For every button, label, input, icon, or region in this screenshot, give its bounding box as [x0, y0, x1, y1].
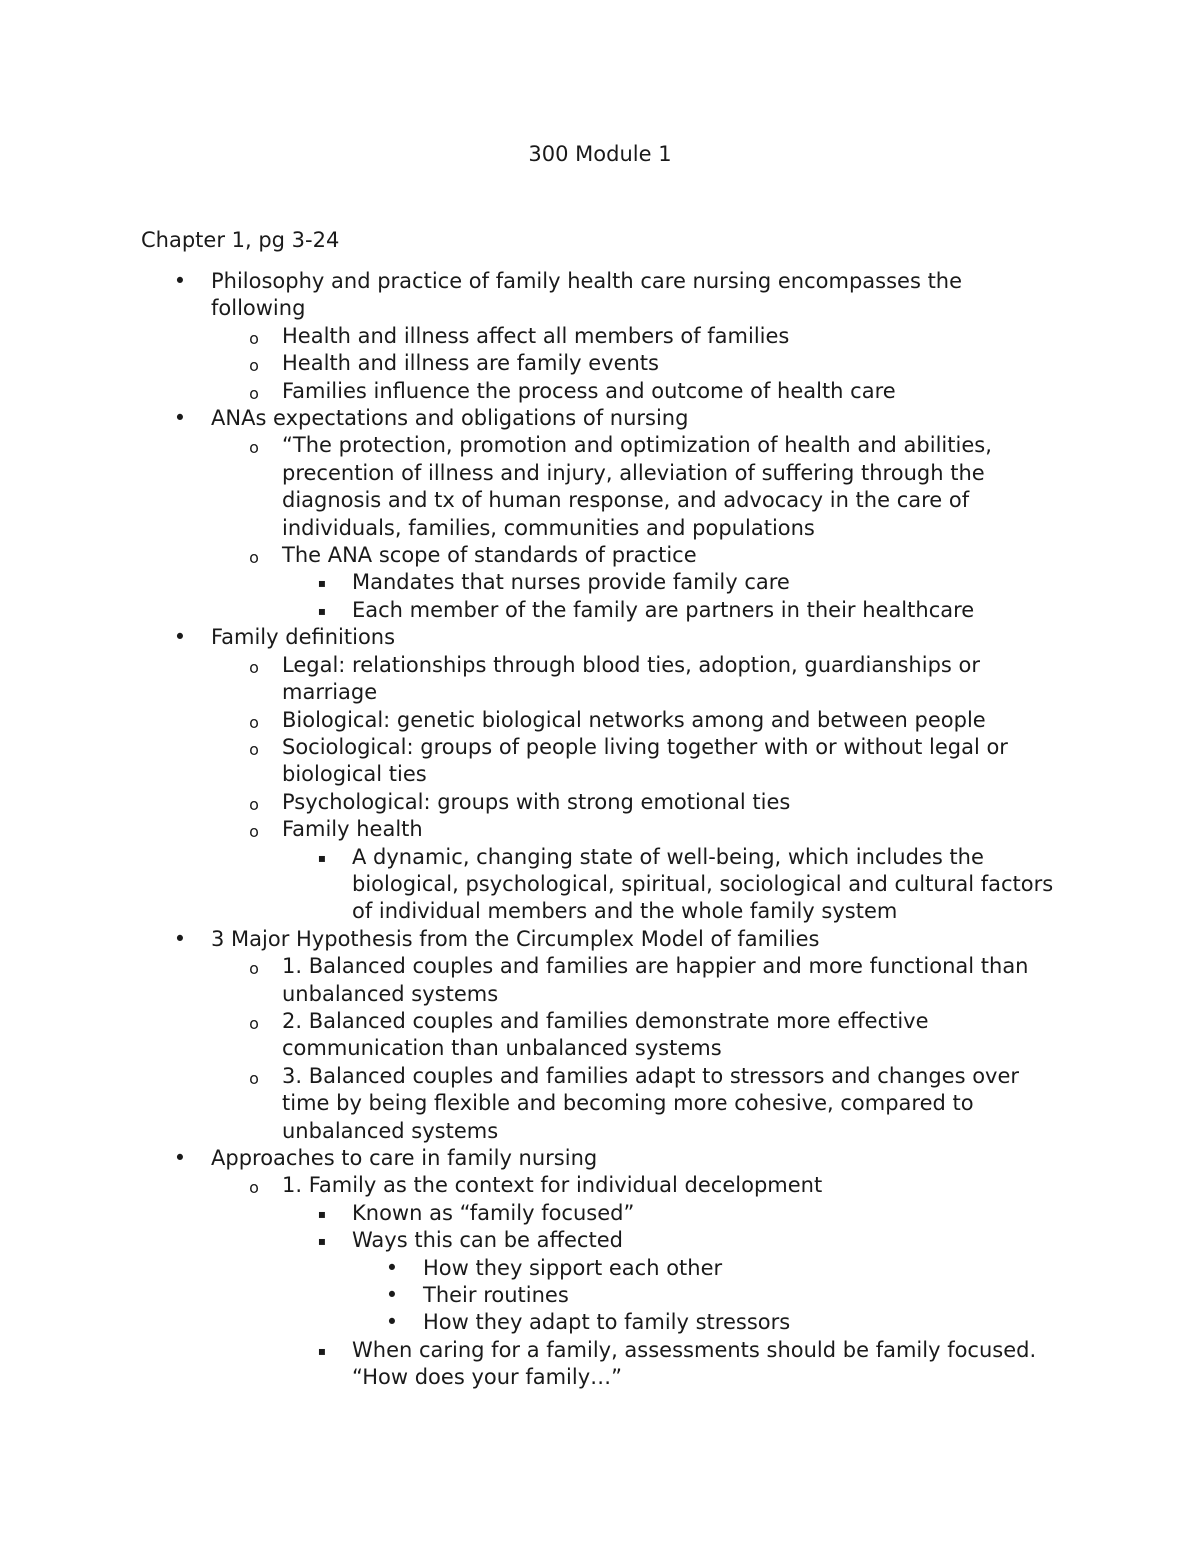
bullet-marker: • — [173, 926, 187, 951]
outline-item — [0, 1337, 1062, 1392]
bullet-marker: • — [385, 1283, 399, 1308]
outline-item-text: Health and illness are family events — [282, 351, 659, 376]
outline-item — [0, 1145, 1000, 1172]
outline-item — [0, 816, 1060, 843]
outline-item — [0, 734, 1060, 789]
outline-item-text: The ANA scope of standards of practice — [282, 543, 697, 568]
outline-item — [0, 624, 1000, 651]
bullet-marker: ▪ — [317, 1343, 327, 1358]
outline-item — [0, 1227, 1062, 1254]
outline-item-text: 1. Balanced couples and families are happier and more functional than unbalanced systems — [282, 954, 1029, 1006]
outline-item-text: ANAs expectations and obligations of nursing — [211, 406, 689, 431]
bullet-outline — [0, 268, 1200, 1392]
outline-item — [0, 1172, 1060, 1199]
bullet-marker: o — [249, 438, 259, 458]
outline-item — [0, 432, 1060, 542]
outline-item-text: Philosophy and practice of family health care nursing encompasses the following — [211, 269, 963, 321]
bullet-marker: ▪ — [317, 850, 327, 865]
bullet-marker: o — [249, 739, 259, 759]
outline-item-text: 1. Family as the context for individual decelopment — [282, 1173, 823, 1198]
document-title: 300 Module 1 — [528, 142, 672, 166]
outline-item — [0, 350, 1060, 377]
outline-item-text: Ways this can be affected — [352, 1228, 623, 1253]
bullet-marker: o — [249, 712, 259, 732]
bullet-marker: • — [173, 1146, 187, 1170]
outline-item — [0, 1282, 1063, 1309]
bullet-marker: • — [173, 625, 187, 650]
outline-item-text: 3 Major Hypothesis from the Circumplex Model of families — [211, 926, 820, 951]
bullet-marker: o — [249, 657, 259, 677]
bullet-marker: • — [385, 1310, 399, 1335]
outline-item-text: Biological: genetic biological networks among and between people — [282, 707, 986, 732]
outline-item-text: Known as “family focused” — [352, 1200, 635, 1225]
outline-item-text: How they sipport each other — [423, 1255, 723, 1280]
bullet-marker: o — [249, 548, 259, 568]
bullet-marker: o — [249, 1068, 259, 1088]
outline-item — [0, 844, 1062, 926]
outline-item — [0, 1309, 1063, 1336]
outline-item — [0, 652, 1060, 707]
outline-item-text: Legal: relationships through blood ties, adoption, guardianships or marriage — [282, 652, 981, 705]
bullet-marker: o — [249, 1178, 259, 1198]
outline-item — [0, 323, 1060, 350]
outline-item — [0, 378, 1060, 405]
bullet-marker: ▪ — [317, 576, 327, 591]
outline-item-text: Family health — [282, 817, 423, 842]
bullet-marker: o — [249, 328, 259, 348]
bullet-marker: ▪ — [317, 1206, 327, 1221]
outline-item-text: Family definitions — [211, 625, 396, 650]
bullet-marker: • — [173, 406, 187, 431]
chapter-heading: Chapter 1, pg 3-24 — [141, 228, 340, 252]
outline-item — [0, 953, 1060, 1008]
bullet-marker: o — [249, 1013, 259, 1033]
bullet-marker: • — [385, 1255, 399, 1280]
outline-item-text: Mandates that nurses provide family care — [352, 570, 790, 595]
outline-item — [0, 1008, 1060, 1063]
outline-item — [0, 542, 1060, 569]
outline-item-text: How they adapt to family stressors — [423, 1310, 791, 1335]
outline-item — [0, 1255, 1063, 1282]
bullet-marker: • — [173, 269, 187, 293]
outline-item-text: “The protection, promotion and optimization of health and abilities, precention of illness and injury, alleviation of suffering through the diagnosis and tx of human response, and advocacy in the care of individuals, families, communities and populations — [282, 433, 992, 540]
outline-item — [0, 926, 1000, 953]
outline-item — [0, 569, 1062, 596]
outline-item-text: 3. Balanced couples and families adapt to stressors and changes over time by being flexible and becoming more cohesive, compared to unbalanced systems — [282, 1063, 1020, 1143]
bullet-marker: o — [249, 356, 259, 376]
outline-item — [0, 1200, 1062, 1227]
outline-item — [0, 405, 1000, 432]
outline-item-text: Sociological: groups of people living together with or without legal or biological ties — [282, 734, 1008, 787]
bullet-marker: o — [249, 794, 259, 814]
outline-item-text: Health and illness affect all members of families — [282, 323, 790, 348]
outline-item — [0, 597, 1062, 624]
outline-item — [0, 789, 1060, 816]
outline-item — [0, 707, 1060, 734]
outline-item-text: Approaches to care in family nursing — [211, 1146, 598, 1170]
outline-item — [0, 268, 1000, 323]
outline-item-text: When caring for a family, assessments should be family focused. “How does your family…” — [352, 1337, 1037, 1390]
bullet-marker: o — [249, 383, 259, 403]
outline-item-text: 2. Balanced couples and families demonstrate more effective communication than unbalanced systems — [282, 1008, 929, 1061]
outline-item-text: A dynamic, changing state of well-being, which includes the biological, psychological, spiritual, sociological and cultural factors of individual members and the whole family system — [352, 844, 1054, 924]
bullet-marker: ▪ — [317, 603, 327, 618]
bullet-marker: o — [249, 822, 259, 842]
outline-item-text: Each member of the family are partners in their healthcare — [352, 597, 975, 622]
outline-item-text: Their routines — [423, 1283, 569, 1308]
outline-item-text: Psychological: groups with strong emotional ties — [282, 789, 791, 814]
outline-item-text: Families influence the process and outcome of health care — [282, 378, 896, 403]
bullet-marker: o — [249, 959, 259, 979]
bullet-marker: ▪ — [317, 1234, 327, 1249]
outline-item — [0, 1063, 1060, 1145]
